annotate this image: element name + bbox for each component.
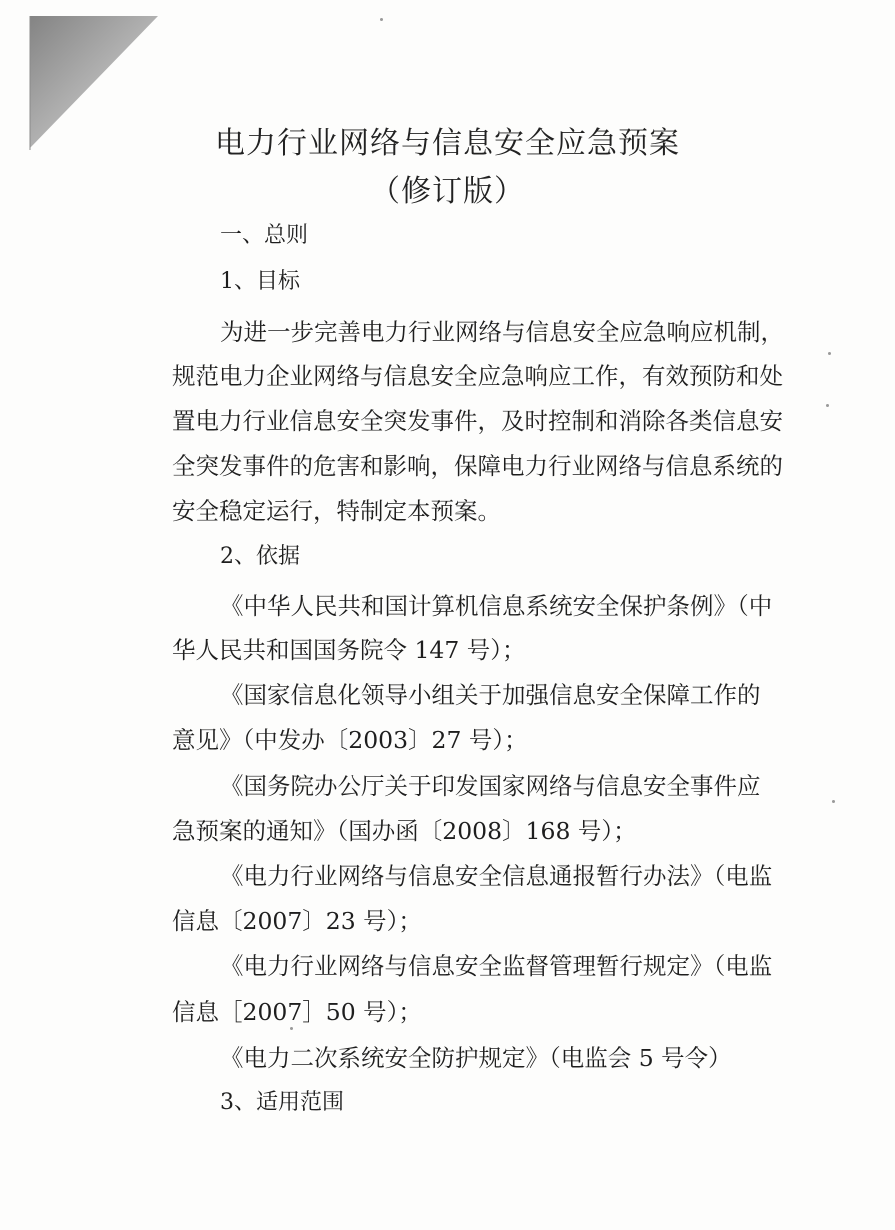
- basis-line: 意见》（中发办〔2003〕27 号）；: [172, 726, 528, 754]
- basis-line: 《国家信息化领导小组关于加强信息安全保障工作的: [220, 681, 761, 709]
- item-heading-basis: 2、依据: [220, 544, 300, 569]
- paragraph-line: 安全稳定运行，特制定本预案。: [172, 497, 501, 525]
- item-heading-scope: 3、适用范围: [220, 1090, 344, 1115]
- basis-line: 信息〔2007〕23 号）；: [172, 907, 422, 935]
- basis-line: 《国务院办公厅关于印发国家网络与信息安全事件应: [220, 772, 761, 800]
- basis-line: 《电力行业网络与信息安全监督管理暂行规定》（电监: [220, 952, 773, 980]
- document-title: 电力行业网络与信息安全应急预案: [215, 126, 680, 161]
- scan-speck: [832, 800, 835, 803]
- scan-speck: [380, 18, 383, 21]
- basis-line: 华人民共和国国务院令 147 号）；: [172, 636, 526, 664]
- basis-line: 急预案的通知》（国办函〔2008〕168 号）；: [172, 817, 637, 845]
- basis-line: 《电力二次系统安全防护规定》（电监会 5 号令）: [220, 1044, 732, 1072]
- scan-speck: [290, 1027, 293, 1030]
- paragraph-line: 规范电力企业网络与信息安全应急响应工作，有效预防和处: [172, 362, 783, 390]
- item-heading-objective: 1、目标: [220, 269, 300, 294]
- paragraph-line: 为进一步完善电力行业网络与信息安全应急响应机制，: [220, 318, 784, 346]
- basis-line: 信息［2007］50 号）；: [172, 998, 422, 1026]
- scan-speck: [828, 352, 831, 355]
- document-subtitle: （修订版）: [370, 174, 525, 209]
- scan-speck: [826, 404, 829, 407]
- basis-line: 《电力行业网络与信息安全信息通报暂行办法》（电监: [220, 862, 773, 890]
- paragraph-line: 置电力行业信息安全突发事件，及时控制和消除各类信息安: [172, 407, 783, 435]
- section-heading-general: 一、总则: [220, 223, 309, 248]
- paragraph-line: 全突发事件的危害和影响，保障电力行业网络与信息系统的: [172, 452, 783, 480]
- basis-line: 《中华人民共和国计算机信息系统安全保护条例》（中: [220, 592, 773, 620]
